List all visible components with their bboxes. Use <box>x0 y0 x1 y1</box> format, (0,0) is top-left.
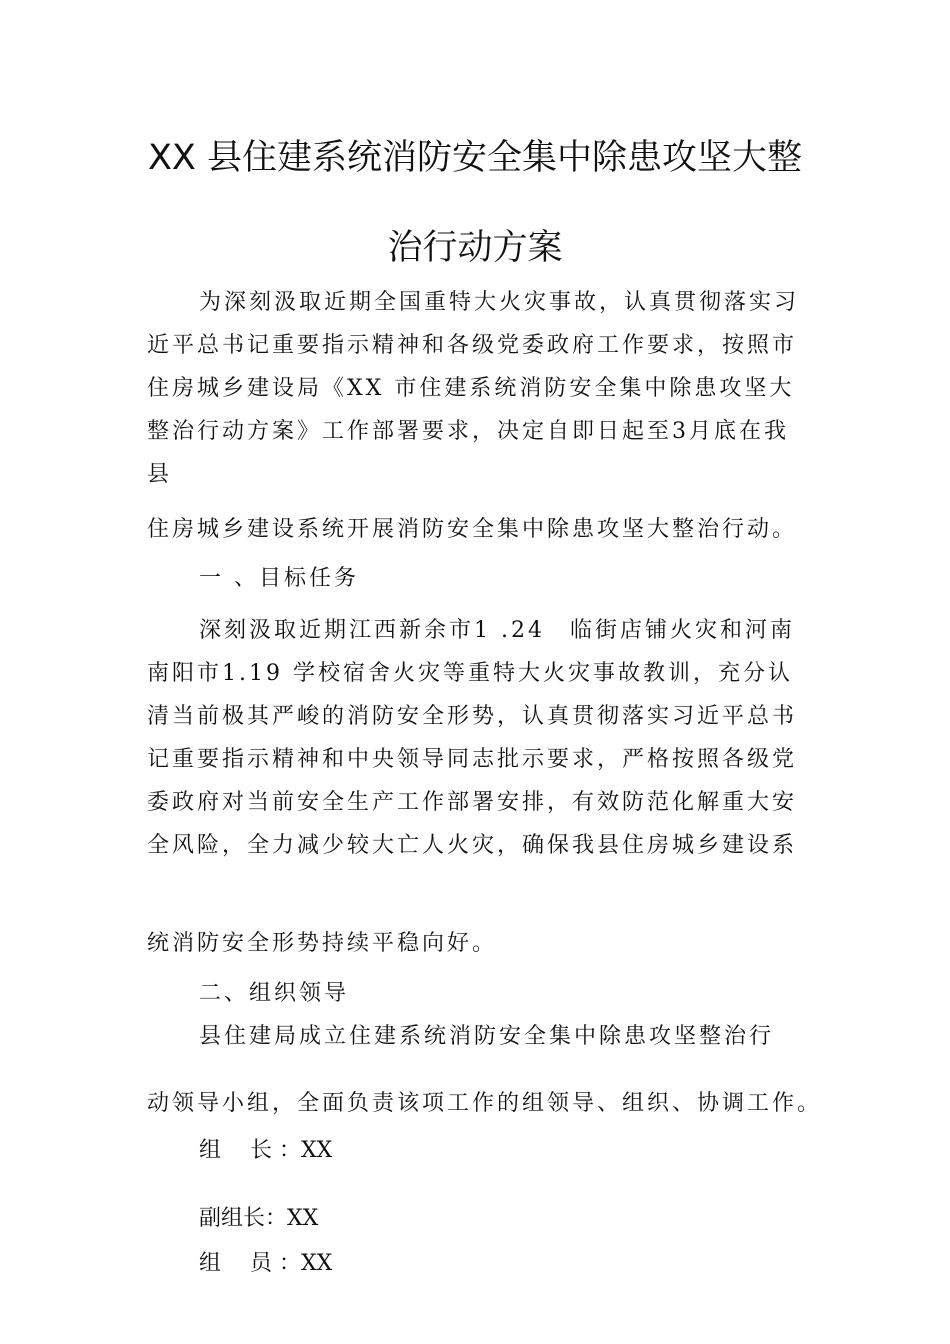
section-1-continuation: 统消防安全形势持续平稳向好。 <box>147 931 498 956</box>
section-1-heading: 一 、目标任务 <box>199 566 359 591</box>
section-1-paragraph: 深刻汲取近期江西新余市1 .24 临街店铺火灾和河南 南阳市1.19 学校宿舍火灾等重特大火灾事故教训，充分认 清当前极其严峻的消防安全形势，认真贯彻落实习近平总书 记重要指示精神和中央领导同志批示要求，严格按照各级党 委政府对当前安全生产工作部署安排，有效防范化解重大安 全风险，全力减少较大亡人火灾，确保我县住房城乡建设系 <box>147 618 808 858</box>
intro-paragraph: 为深刻汲取近期全国重特大火灾事故，认真贯彻落实习近平总书记重要指示精神和各级党委政府工作要求，按照市住房城乡建设局《XX 市住建系统消防安全集中除患攻坚大整治行动方案》工作部署要求，决定自即日起至3月底在我县 <box>147 290 800 487</box>
member-leader: 组 长 ：XX <box>199 1138 333 1163</box>
section-2-paragraph-line-1: 县住建局成立住建系统消防安全集中除患攻坚整治行 <box>199 1024 775 1049</box>
document-title-line-2: 治行动方案 <box>387 228 563 268</box>
section-2-heading: 二、组织领导 <box>199 981 350 1006</box>
intro-continuation: 住房城乡建设系统开展消防安全集中除患攻坚大整治行动。 <box>147 517 798 542</box>
member-staff: 组 员 ：XX <box>199 1251 333 1276</box>
member-deputy-leader: 副组长：XX <box>199 1206 319 1231</box>
section-2-paragraph-line-2: 动领导小组，全面负责该项工作的组领导、组织、协调工作。 <box>147 1091 823 1116</box>
document-title-line-1: XX 县住建系统消防安全集中除患攻坚大整 <box>147 138 803 178</box>
